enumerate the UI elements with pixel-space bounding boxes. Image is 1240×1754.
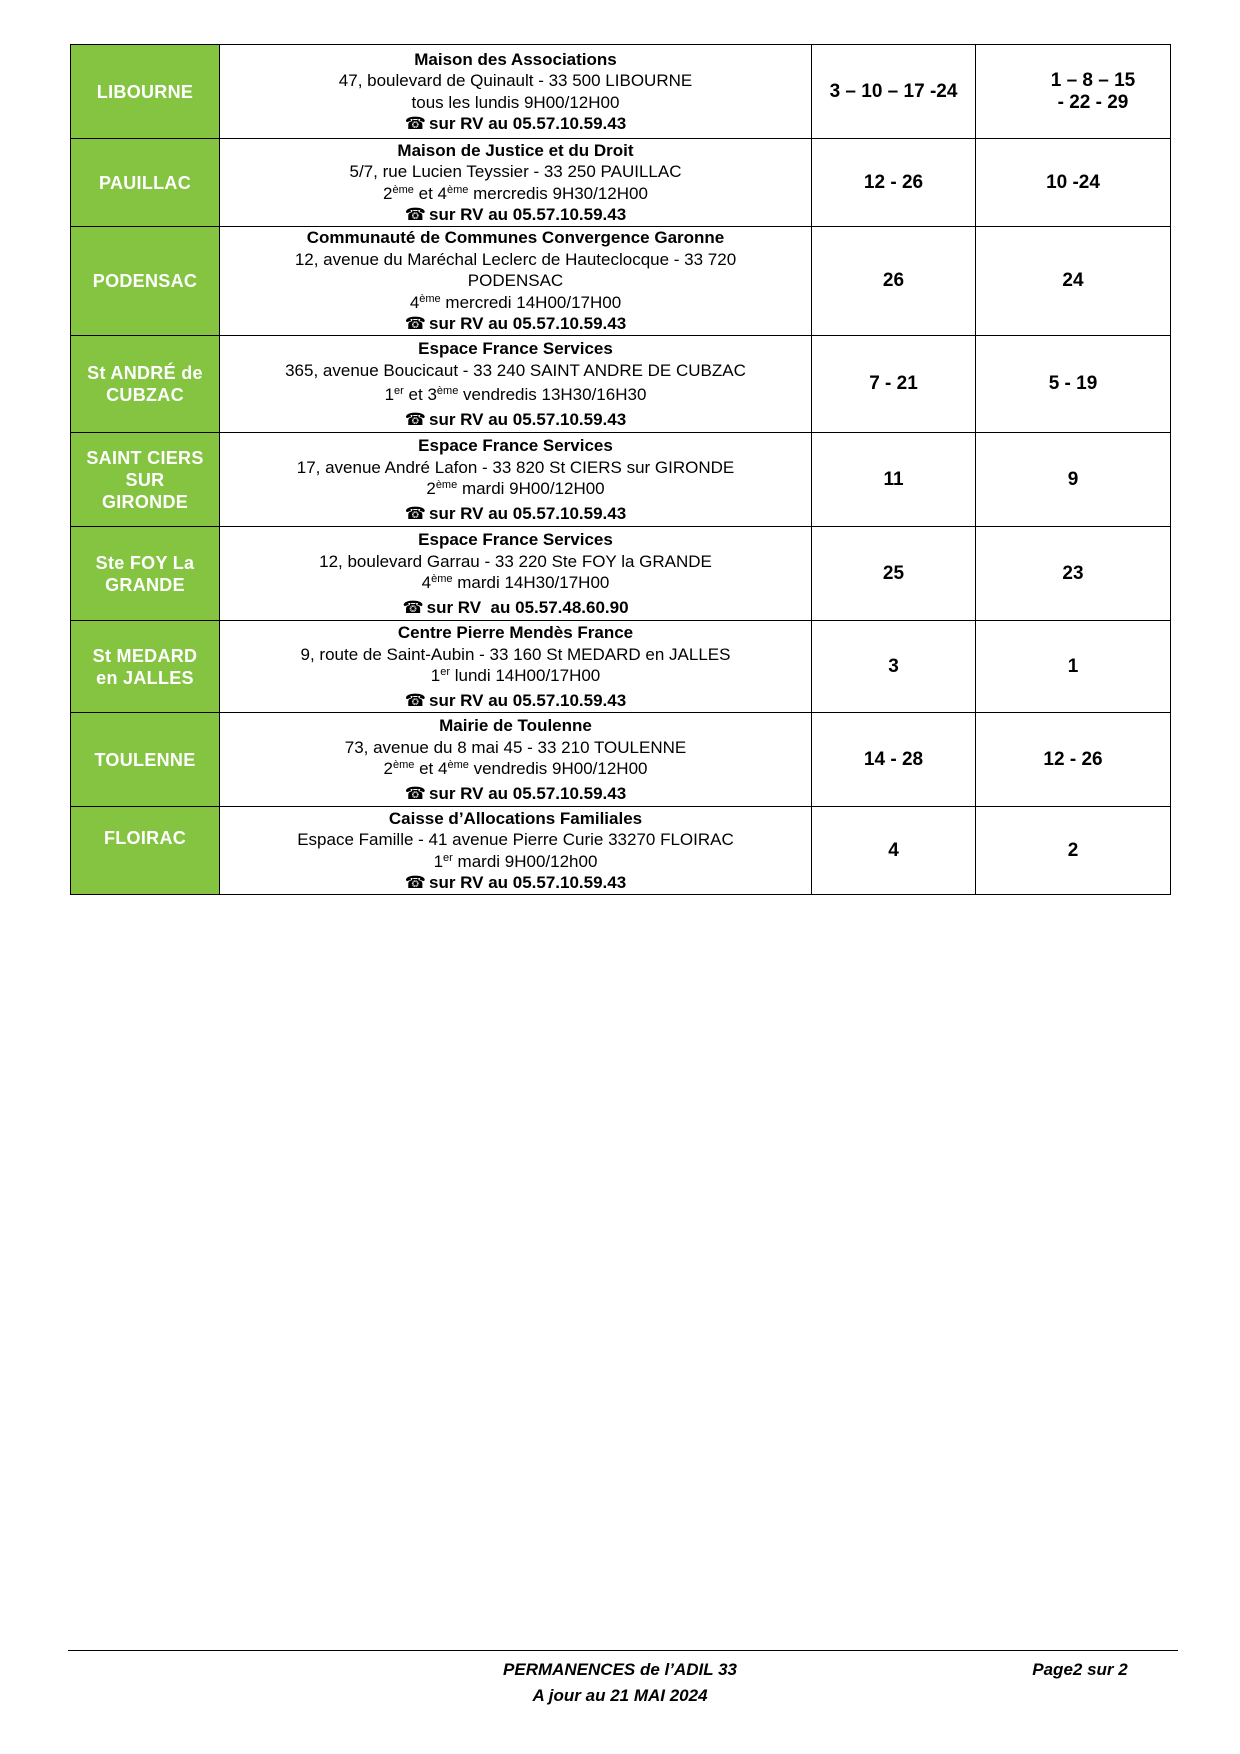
appointment-line: ☎ sur RV au 05.57.10.59.43	[404, 783, 627, 803]
appointment-line: ☎ sur RV au 05.57.10.59.43	[404, 873, 627, 892]
venue-schedule: 1er et 3ème vendredis 13H30/16H30	[384, 385, 647, 404]
venue-info-cell	[220, 139, 812, 227]
phone-icon: ☎	[402, 597, 424, 617]
phone-icon: ☎	[404, 503, 426, 523]
venue-info-cell	[220, 336, 812, 433]
city-cell: SAINT CIERS SUR GIRONDE	[71, 433, 220, 527]
dates-col1: 11	[812, 433, 976, 527]
venue-info-cell	[220, 527, 812, 621]
dates-col2: 10 -24	[976, 139, 1171, 227]
venue-schedule: 4ème mardi 14H30/17H00	[421, 573, 610, 592]
venue-address: 47, boulevard de Quinault - 33 500 LIBOURNE	[338, 71, 693, 90]
footer-divider	[68, 1650, 1178, 1651]
venue-name: Espace France Services	[418, 339, 613, 358]
dates-col1: 26	[812, 227, 976, 336]
appointment-line: ☎ sur RV au 05.57.10.59.43	[404, 503, 627, 523]
venue-address: 12, avenue du Maréchal Leclerc de Hauteclocque - 33 720 PODENSAC	[294, 249, 737, 291]
venue-name: Caisse d’Allocations Familiales	[388, 808, 643, 828]
dates-col2: 1	[976, 621, 1171, 713]
phone-icon: ☎	[404, 205, 426, 224]
city-cell: Ste FOY La GRANDE	[71, 527, 220, 621]
venue-schedule: 1er mardi 9H00/12h00	[433, 851, 598, 871]
dates-col2: 24	[976, 227, 1171, 336]
table-row	[71, 139, 1171, 227]
phone-icon: ☎	[404, 409, 426, 429]
venue-schedule: 4ème mercredi 14H00/17H00	[409, 292, 622, 312]
venue-address: Espace Famille - 41 avenue Pierre Curie 33270 FLOIRAC	[297, 830, 734, 849]
dates-col1: 3	[812, 621, 976, 713]
venue-schedule: 1er lundi 14H00/17H00	[430, 666, 601, 685]
venue-name: Espace France Services	[418, 436, 613, 455]
appointment-line: ☎ sur RV au 05.57.10.59.43	[404, 409, 627, 429]
venue-address: 5/7, rue Lucien Teyssier - 33 250 PAUILLAC	[349, 162, 682, 181]
table-row	[71, 527, 1171, 621]
dates-col1: 25	[812, 527, 976, 621]
appointment-line: ☎ sur RV au 05.57.10.59.43	[404, 114, 627, 133]
venue-name: Espace France Services	[418, 530, 613, 549]
venue-info-cell	[220, 621, 812, 713]
venue-schedule: 2ème mardi 9H00/12H00	[426, 479, 605, 498]
venue-info-cell	[220, 713, 812, 807]
city-cell: LIBOURNE	[71, 45, 220, 139]
table-row	[71, 807, 1171, 895]
venue-schedule: tous les lundis 9H00/12H00	[411, 92, 620, 112]
venue-name: Maison des Associations	[414, 49, 617, 69]
venue-address: 365, avenue Boucicaut - 33 240 SAINT ANDRE DE CUBZAC	[285, 360, 746, 380]
venue-schedule: 2ème et 4ème mercredis 9H30/12H00	[383, 183, 648, 203]
dates-col1: 14 - 28	[812, 713, 976, 807]
venue-schedule: 2ème et 4ème vendredis 9H00/12H00	[383, 759, 648, 778]
phone-icon: ☎	[404, 690, 426, 710]
venue-address: 73, avenue du 8 mai 45 - 33 210 TOULENNE	[344, 737, 687, 757]
venue-address: 9, route de Saint-Aubin - 33 160 St MEDARD en JALLES	[300, 644, 731, 664]
venue-info-cell	[220, 45, 812, 139]
dates-col1: 12 - 26	[812, 139, 976, 227]
venue-address: 17, avenue André Lafon - 33 820 St CIERS sur GIRONDE	[296, 457, 735, 477]
dates-col1: 3 – 10 – 17 -24	[812, 45, 976, 139]
footer-updated: A jour au 21 MAI 2024	[532, 1686, 708, 1705]
dates-col2: 1 – 8 – 15 - 22 - 29	[976, 45, 1171, 139]
city-cell: TOULENNE	[71, 713, 220, 807]
venue-info-cell	[220, 227, 812, 336]
city-cell: St ANDRÉ de CUBZAC	[71, 336, 220, 433]
phone-icon: ☎	[404, 873, 426, 892]
table-row	[71, 227, 1171, 336]
table-row	[71, 433, 1171, 527]
venue-address: 12, boulevard Garrau - 33 220 Ste FOY la GRANDE	[319, 551, 712, 571]
dates-col1: 4	[812, 807, 976, 895]
table-row	[71, 45, 1171, 139]
dates-col2: 12 - 26	[976, 713, 1171, 807]
table-row	[71, 621, 1171, 713]
phone-icon: ☎	[404, 314, 426, 334]
dates-col2: 5 - 19	[976, 336, 1171, 433]
dates-col2: 23	[976, 527, 1171, 621]
appointment-line: ☎ sur RV au 05.57.48.60.90	[402, 597, 629, 617]
venue-name: Maison de Justice et du Droit	[397, 140, 634, 160]
dates-col2: 2	[976, 807, 1171, 895]
phone-icon: ☎	[404, 783, 426, 803]
table-row	[71, 713, 1171, 807]
venue-name: Centre Pierre Mendès France	[397, 623, 634, 642]
city-cell: FLOIRAC	[71, 807, 220, 895]
venue-name: Communauté de Communes Convergence Garonne	[306, 228, 725, 248]
appointment-line: ☎ sur RV au 05.57.10.59.43	[404, 690, 627, 710]
venue-info-cell	[220, 807, 812, 895]
appointment-line: ☎ sur RV au 05.57.10.59.43	[404, 205, 627, 224]
dates-col1: 7 - 21	[812, 336, 976, 433]
dates-col2: 9	[976, 433, 1171, 527]
venue-name: Mairie de Toulenne	[439, 716, 592, 735]
permanences-table	[70, 44, 1171, 895]
appointment-line: ☎ sur RV au 05.57.10.59.43	[404, 314, 627, 334]
city-cell: St MEDARD en JALLES	[71, 621, 220, 713]
city-cell: PAUILLAC	[71, 139, 220, 227]
table-row	[71, 336, 1171, 433]
city-cell: PODENSAC	[71, 227, 220, 336]
venue-info-cell	[220, 433, 812, 527]
page-number: Page2 sur 2	[1032, 1660, 1128, 1679]
phone-icon: ☎	[404, 114, 426, 133]
footer-title: PERMANENCES de l’ADIL 33	[503, 1660, 737, 1679]
